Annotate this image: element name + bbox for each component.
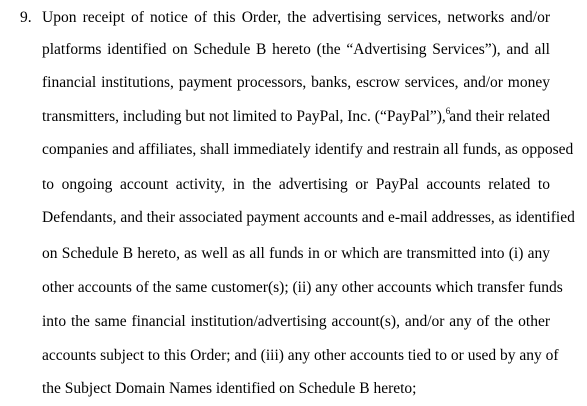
paragraph-line: into the same financial institution/advertising account(s), and/or any of the other bbox=[42, 313, 550, 330]
paragraph-line: financial institutions, payment processors, banks, escrow services, and/or money bbox=[42, 74, 550, 91]
footnote-marker[interactable]: 6 bbox=[445, 105, 451, 116]
paragraph-line: Defendants, and their associated payment accounts and e-mail addresses, as identified bbox=[42, 209, 575, 226]
paragraph-line: on Schedule B hereto, as well as all funds in or which are transmitted into (i) any bbox=[42, 245, 550, 262]
paragraph-line-last: the Subject Domain Names identified on Schedule B hereto; bbox=[42, 380, 417, 397]
paragraph-line-text: transmitters, including but not limited to PayPal, Inc. (“PayPal”), bbox=[42, 108, 446, 125]
paragraph-line-with-footnote bbox=[42, 107, 550, 127]
paragraph-line: to ongoing account activity, in the advertising or PayPal accounts related to bbox=[42, 176, 550, 193]
paragraph-line: accounts subject to this Order; and (iii) any other accounts tied to or used by any of bbox=[42, 347, 559, 364]
paragraph-number: 9. bbox=[20, 9, 32, 26]
paragraph-line: platforms identified on Schedule B hereto (the “Advertising Services”), and all bbox=[42, 41, 550, 58]
paragraph-line: companies and affiliates, shall immediately identify and restrain all funds, as opposed bbox=[42, 141, 574, 158]
paragraph-line: other accounts of the same customer(s); (ii) any other accounts which transfer funds bbox=[42, 279, 563, 296]
paragraph-line-tail: and their related bbox=[449, 108, 550, 125]
paragraph-line: Upon receipt of notice of this Order, the advertising services, networks and/or bbox=[42, 9, 550, 26]
